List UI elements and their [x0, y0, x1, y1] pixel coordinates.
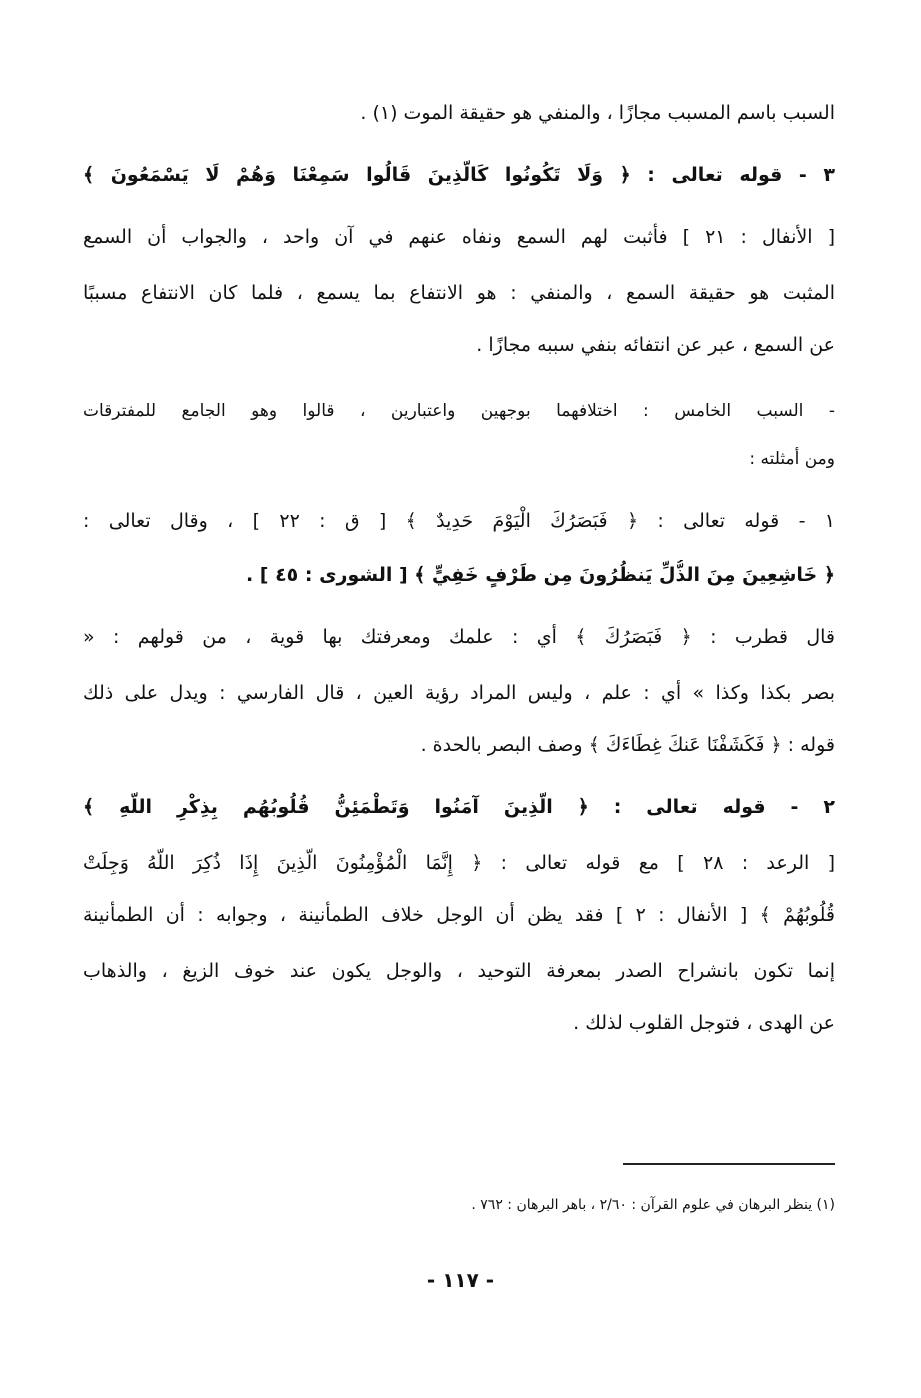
footnote: (١) ينظر البرهان في علوم القرآن : ٢/٦٠ ، باهر البرهان : ٧٦٢ . — [471, 1197, 835, 1213]
text-line-12: قوله : ﴿ فَكَشَفْنَا عَنكَ غِطَاءَكَ ﴾ وصف البصر بالحدة . — [420, 734, 835, 756]
text-line-5: عن السمع ، عبر عن انتفائه بنفي سببه مجازًا . — [476, 334, 835, 356]
text-line-2: ٣ - قوله تعالى : ﴿ وَلَا تَكُونُوا كَالَّذِينَ قَالُوا سَمِعْنَا وَهُمْ لَا يَسْمَعُونَ ﴾ — [83, 164, 835, 186]
text-line-7: ومن أمثلته : — [749, 449, 835, 469]
text-line-9: ﴿ خَاشِعِينَ مِنَ الذُّلِّ يَنظُرُونَ مِن طَرْفٍ خَفِيٍّ ﴾ [ الشورى : ٤٥ ] . — [245, 564, 835, 586]
page-number: - ١١٧ - — [426, 1268, 495, 1292]
text-line-16: إنما تكون بانشراح الصدر بمعرفة التوحيد ، والوجل يكون عند خوف الزيغ ، والذهاب — [83, 960, 835, 982]
text-line-14: [ الرعد : ٢٨ ] مع قوله تعالى : ﴿ إِنَّمَا الْمُؤْمِنُونَ الَّذِينَ إِذَا ذُكِرَ اللَّهُ وَجِلَتْ — [83, 852, 835, 874]
text-line-8: ١ - قوله تعالى : ﴿ فَبَصَرُكَ الْيَوْمَ حَدِيدٌ ﴾ [ ق : ٢٢ ] ، وقال تعالى : — [83, 510, 835, 532]
text-line-10: قال قطرب : ﴿ فَبَصَرُكَ ﴾ أي : علمك ومعرفتك بها قوية ، من قولهم : « — [83, 626, 835, 648]
text-line-17: عن الهدى ، فتوجل القلوب لذلك . — [573, 1012, 835, 1034]
text-line-3: [ الأنفال : ٢١ ] فأثبت لهم السمع ونفاه عنهم في آن واحد ، والجواب أن السمع — [83, 226, 835, 248]
footnote-divider — [623, 1163, 835, 1165]
text-line-6: - السبب الخامس : اختلافهما بوجهين واعتبارين ، قالوا وهو الجامع للمفترقات — [83, 401, 835, 421]
text-line-11: بصر بكذا وكذا » أي : علم ، وليس المراد رؤية العين ، قال الفارسي : ويدل على ذلك — [83, 682, 835, 704]
text-line-13: ٢ - قوله تعالى : ﴿ الَّذِينَ آمَنُوا وَتَطْمَئِنُّ قُلُوبُهُم بِذِكْرِ اللَّهِ ﴾ — [83, 796, 835, 818]
text-line-1: السبب باسم المسبب مجازًا ، والمنفي هو حقيقة الموت (١) . — [360, 102, 835, 124]
text-line-4: المثبت هو حقيقة السمع ، والمنفي : هو الانتفاع بما يسمع ، فلما كان الانتفاع مسببًا — [83, 282, 835, 304]
text-line-15: قُلُوبُهُمْ ﴾ [ الأنفال : ٢ ] فقد يظن أن الوجل خلاف الطمأنينة ، وجوابه : أن الطمأنينة — [83, 904, 835, 926]
